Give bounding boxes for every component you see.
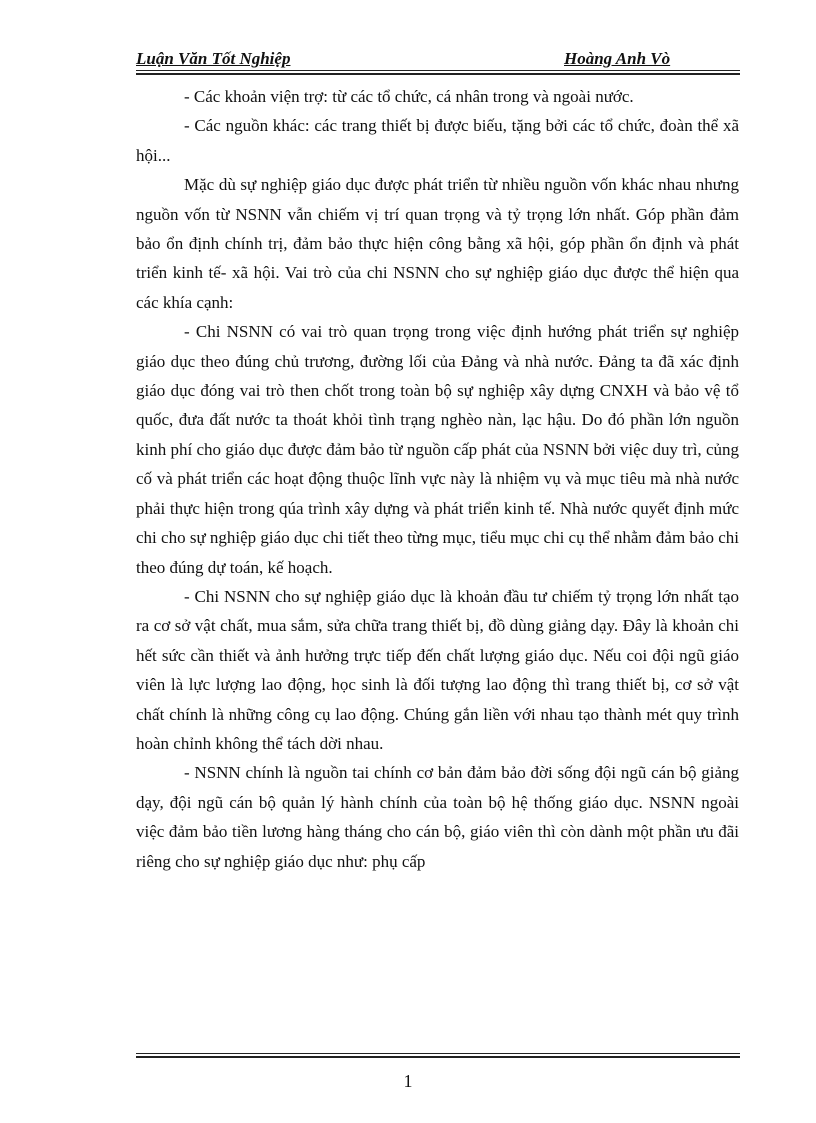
paragraph-other-sources: - Các nguồn khác: các trang thiết bị được biếu, tặng bởi các tổ chức, đoàn thể xã hội... xyxy=(136,116,739,165)
header-author-name: Hoàng Anh Vò xyxy=(564,49,671,68)
footer-rule-thin xyxy=(136,1053,740,1054)
paragraph-investment-role: - Chi NSNN cho sự nghiệp giáo dục là khoản đầu tư chiếm tỷ trọng lớn nhất tạo ra cơ sở vật chất, mua sắm, sửa chữa trang thiết bị, đồ dùng giảng dạy. Đây là khoản chi hết sức cần thiết và ảnh hưởng trực tiếp đến chất lượng giáo dục. Nếu coi đội ngũ giáo viên là lực lượng lao động, học sinh là đối tượng lao động thì trang thiết bị, cơ sở vật chất chính là những công cụ lao động. Chúng gắn liền với nhau tạo thành mét quy trình hoàn chỉnh không thể tách dời nhau. xyxy=(136,586,739,753)
header-thesis-title: Luận Văn Tốt Nghiệp xyxy=(136,49,291,68)
paragraph-aid: - Các khoản viện trợ: từ các tổ chức, cá nhân trong và ngoài nước. xyxy=(184,87,634,106)
paragraph-role-intro: Mặc dù sự nghiệp giáo dục được phát triển từ nhiều nguồn vốn khác nhau nhưng nguồn vốn từ NSNN vẫn chiếm vị trí quan trọng và tỷ trọng lớn nhất. Góp phần đảm bảo ổn định chính trị, đảm bảo thực hiện công bằng xã hội, góp phần ổn định và phát triển kinh tế- xã hội. Vai trò của chi NSNN cho sự nghiệp giáo dục được thể hiện qua các khía cạnh: xyxy=(136,175,739,312)
header-rule-thin xyxy=(136,70,740,71)
header-rule-thick xyxy=(136,73,740,75)
footer-rule-thick xyxy=(136,1056,740,1058)
paragraph-orientation-role: - Chi NSNN có vai trò quan trọng trong việc định hướng phát triển sự nghiệp giáo dục theo đúng chủ trương, đường lối của Đảng và nhà nước. Đảng ta đã xác định giáo dục đóng vai trò then chốt trong toàn bộ sự nghiệp xây dựng CNXH và bảo vệ tổ quốc, đưa đất nước ta thoát khỏi tình trạng nghèo nàn, lạc hậu. Do đó phần lớn nguồn kinh phí cho giáo dục được đảm bảo từ nguồn cấp phát của NSNN bởi việc duy trì, củng cố và phát triển các hoạt động thuộc lĩnh vực này là nhiệm vụ và mục tiêu mà nhà nước phải thực hiện trong qúa trình xây dựng và phát triển kinh tế. Nhà nước quyết định mức chi cho sự nghiệp giáo dục chi tiết theo từng mục, tiểu mục chi cụ thể nhằm đảm bảo chi theo đúng dự toán, kế hoạch. xyxy=(136,322,739,577)
document-body xyxy=(136,82,739,876)
paragraph-staff-finance: - NSNN chính là nguồn tai chính cơ bản đảm bảo đời sống đội ngũ cán bộ giảng dạy, đội ngũ cán bộ quản lý hành chính của toàn bộ hệ thống giáo dục. NSNN ngoài việc đảm bảo tiền lương hàng tháng cho cán bộ, giáo viên thì còn dành một phần ưu đãi riêng cho sự nghiệp giáo dục như: phụ cấp xyxy=(136,763,739,871)
page-number: 1 xyxy=(403,1071,413,1091)
